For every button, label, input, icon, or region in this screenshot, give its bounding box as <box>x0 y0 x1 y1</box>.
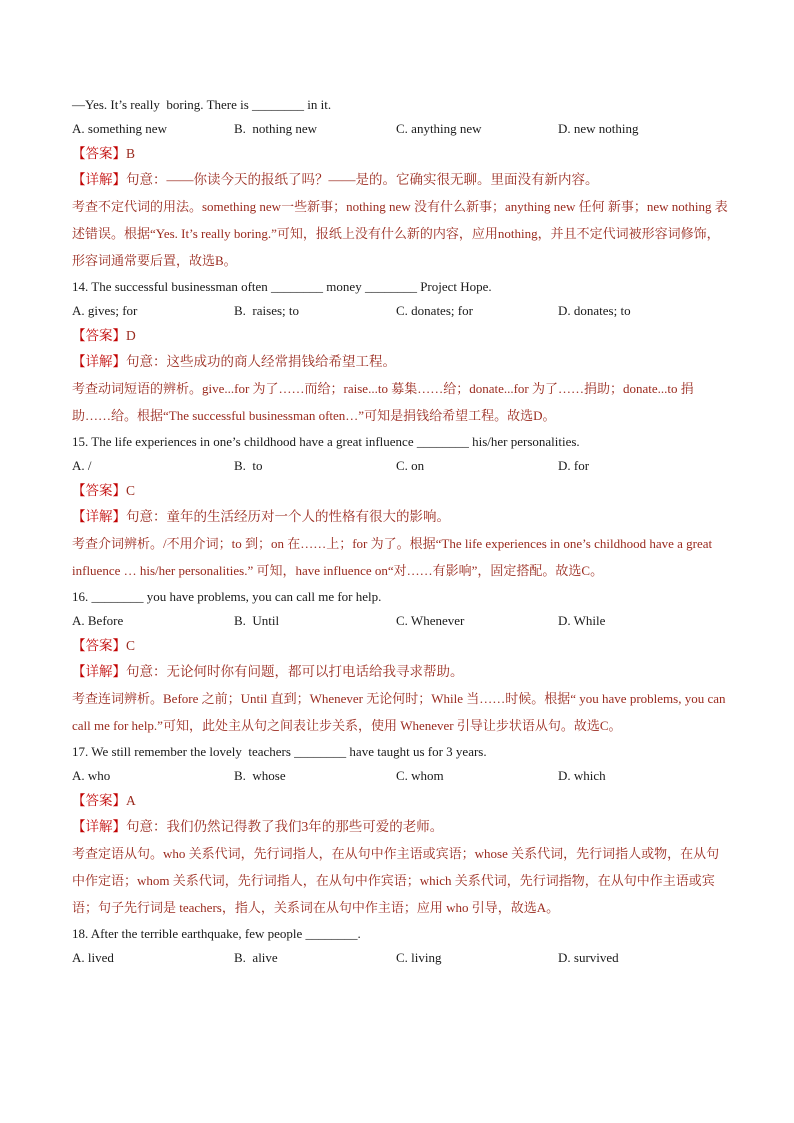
question-text: 15. The life experiences in one’s childhood have a great influence ________ his/her personalities. <box>72 434 580 449</box>
answer-tag: 【答案】 <box>72 793 126 808</box>
explanation-text: 考查定语从句。who 关系代词，先行词指人，在从句中作主语或宾语；whose 关系代词，先行词指人或物，在从句中作定语；whom 关系代词，先行词指人，在从句中作宾语；which 关系代词，先行词指物，在从句中作主语或宾语；句子先行词是 teachers，指人，关系词在从句中作主语；应用 who 引导，故选A。 <box>72 846 720 915</box>
question-text: 16. ________ you have problems, you can call me for help. <box>72 589 382 604</box>
option-d: D. which <box>558 768 606 783</box>
question-text: —Yes. It’s really boring. There is ________ in it. <box>72 97 332 112</box>
options-row <box>72 946 732 970</box>
explanation-text: 考查不定代词的用法。something new一些新事；nothing new 没有什么新事；anything new 任何 新事；new nothing 表述错误。根据“Yes. It’s really boring.”可知，报纸上没有什么新的内容，应用nothing，并且不定代词被形容词修饰，形容词通常要后置，故选B。 <box>72 199 728 268</box>
detail-tag: 【详解】 <box>72 819 126 834</box>
question-text: 14. The successful businessman often ________ money ________ Project Hope. <box>72 279 492 294</box>
option-b: B. to <box>234 458 263 473</box>
option-a: A. who <box>72 768 111 783</box>
question-block <box>72 584 732 739</box>
detail-text: 句意：——你读今天的报纸了吗？——是的。它确实很无聊。里面没有新内容。 <box>126 172 599 187</box>
options-row <box>72 609 732 633</box>
option-c: C. Whenever <box>396 613 465 628</box>
answer-value: C <box>126 483 136 498</box>
detail-tag: 【详解】 <box>72 354 126 369</box>
option-b: B. Until <box>234 613 280 628</box>
answer-value: C <box>126 638 136 653</box>
question-block <box>72 274 732 429</box>
explanation-text: 考查动词短语的辨析。give...for 为了……而给；raise...to 募集……给；donate...for 为了……捐助；donate...to 捐助……给。根据“The successful businessman often…”可知是捐钱给希望工程。故选D。 <box>72 381 694 423</box>
option-b: B. alive <box>234 950 278 965</box>
detail-tag: 【详解】 <box>72 664 126 679</box>
question-block <box>72 429 732 584</box>
options-row <box>72 117 732 141</box>
question-text: 17. We still remember the lovely teachers ________ have taught us for 3 years. <box>72 744 487 759</box>
answer-value: B <box>126 146 136 161</box>
detail-text: 句意：这些成功的商人经常捐钱给希望工程。 <box>126 354 396 369</box>
option-c: C. anything new <box>396 121 482 136</box>
answer-line <box>72 478 732 504</box>
detail-line <box>72 504 732 530</box>
option-c: C. whom <box>396 768 444 783</box>
answer-tag: 【答案】 <box>72 328 126 343</box>
answer-value: D <box>126 328 136 343</box>
detail-line <box>72 659 732 685</box>
worksheet-page <box>72 92 732 970</box>
detail-text: 句意：我们仍然记得教了我们3年的那些可爱的老师。 <box>126 819 444 834</box>
answer-tag: 【答案】 <box>72 146 126 161</box>
option-a: A. lived <box>72 950 114 965</box>
options-row <box>72 764 732 788</box>
option-d: D. donates; to <box>558 303 631 318</box>
answer-tag: 【答案】 <box>72 638 126 653</box>
answer-tag: 【答案】 <box>72 483 126 498</box>
option-a: A. gives; for <box>72 303 138 318</box>
answer-line <box>72 141 732 167</box>
option-a: A. something new <box>72 121 167 136</box>
option-c: C. on <box>396 458 425 473</box>
detail-tag: 【详解】 <box>72 172 126 187</box>
options-row <box>72 299 732 323</box>
answer-line <box>72 323 732 349</box>
option-b: B. raises; to <box>234 303 299 318</box>
option-c: C. living <box>396 950 442 965</box>
detail-line <box>72 814 732 840</box>
explanation-text: 考查介词辨析。/不用介词；to 到；on 在……上；for 为了。根据“The life experiences in one’s childhood have a great influence … his/her personalities.” 可知，have influence on“对……有影响”，固定搭配。故选C。 <box>72 536 713 578</box>
detail-text: 句意：无论何时你有问题，都可以打电话给我寻求帮助。 <box>126 664 464 679</box>
question-block <box>72 92 732 274</box>
question-text: 18. After the terrible earthquake, few people ________. <box>72 926 361 941</box>
option-d: D. survived <box>558 950 619 965</box>
option-d: D. While <box>558 613 606 628</box>
option-b: B. whose <box>234 768 286 783</box>
detail-text: 句意：童年的生活经历对一个人的性格有很大的影响。 <box>126 509 450 524</box>
answer-line <box>72 788 732 814</box>
option-d: D. new nothing <box>558 121 639 136</box>
detail-line <box>72 349 732 375</box>
answer-value: A <box>126 793 136 808</box>
option-c: C. donates; for <box>396 303 473 318</box>
detail-tag: 【详解】 <box>72 509 126 524</box>
option-a: A. Before <box>72 613 124 628</box>
question-block <box>72 739 732 921</box>
answer-line <box>72 633 732 659</box>
detail-line <box>72 167 732 193</box>
option-d: D. for <box>558 458 590 473</box>
question-block <box>72 921 732 970</box>
option-b: B. nothing new <box>234 121 318 136</box>
options-row <box>72 454 732 478</box>
explanation-text: 考查连词辨析。Before 之前；Until 直到；Whenever 无论何时；While 当……时候。根据“ you have problems, you can call me for help.”可知，此处主从句之间表让步关系，使用 Whenever 引导让步状语从句。故选C。 <box>72 691 726 733</box>
option-a: A. / <box>72 458 92 473</box>
